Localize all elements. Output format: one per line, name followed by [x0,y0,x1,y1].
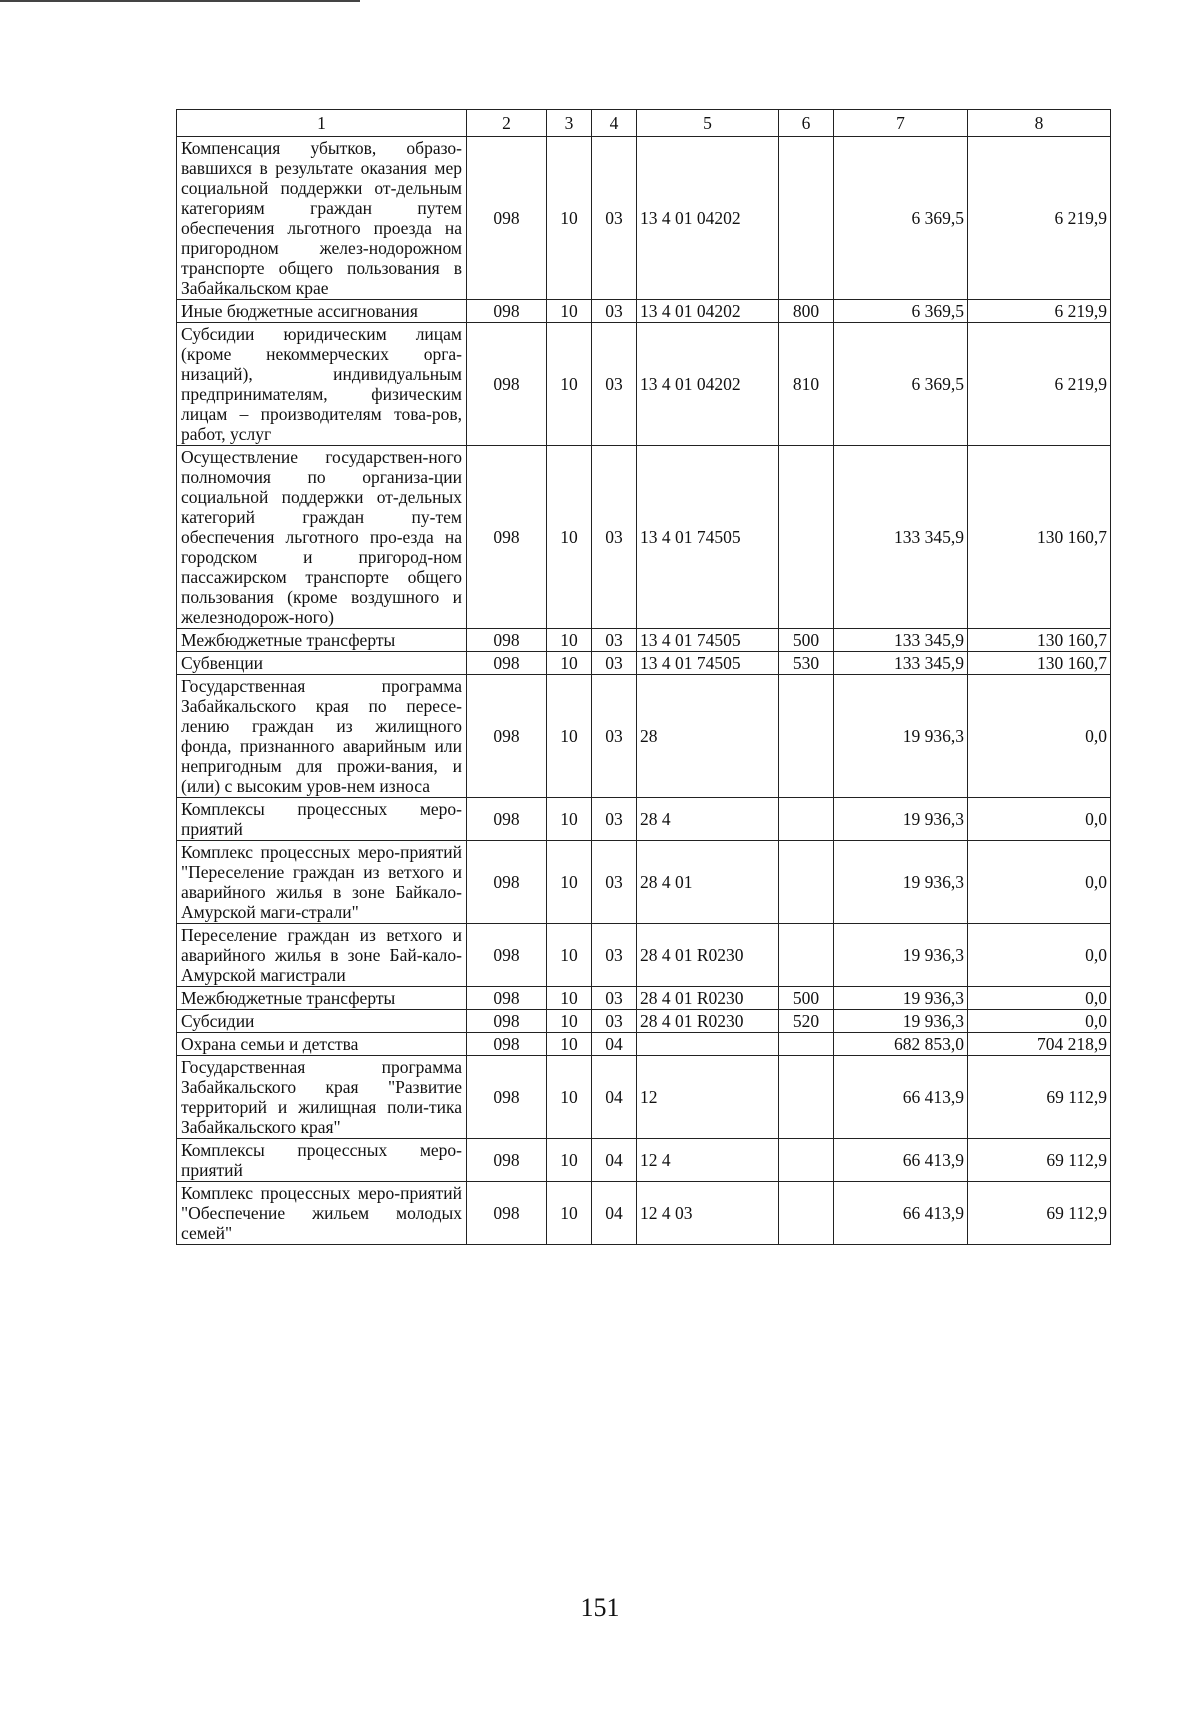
cell-amount-year2: 0,0 [968,841,1111,924]
cell-target-article: 28 4 01 R0230 [637,987,779,1010]
top-scan-rule [0,0,360,2]
cell-subsection: 03 [592,652,637,675]
header-cell: 7 [834,110,968,137]
page-number: 151 [580,1593,620,1622]
cell-expense-type [779,1182,834,1245]
cell-name: Осуществление государствен-ного полномочия по организа-ции социальной поддержки от-дельных категорий граждан пу-тем обеспечения льготного про-езда на городском и пригород-ном пассажирском транспорте общего пользования (кроме воздушного и железнодорож-ного) [177,446,467,629]
cell-amount-year2: 0,0 [968,798,1111,841]
header-cell: 3 [547,110,592,137]
cell-amount-year2: 0,0 [968,987,1111,1010]
cell-expense-type [779,1033,834,1056]
table-row [177,137,1111,300]
header-row [177,110,1111,137]
table-row [177,1010,1111,1033]
cell-amount-year2: 6 219,9 [968,300,1111,323]
cell-name: Иные бюджетные ассигнования [177,300,467,323]
cell-admin-code: 098 [467,841,547,924]
table-row [177,987,1111,1010]
header-cell: 6 [779,110,834,137]
cell-amount-year1: 19 936,3 [834,798,968,841]
cell-amount-year1: 6 369,5 [834,323,968,446]
cell-amount-year2: 69 112,9 [968,1139,1111,1182]
cell-subsection: 03 [592,1010,637,1033]
cell-admin-code: 098 [467,1033,547,1056]
cell-amount-year1: 19 936,3 [834,841,968,924]
cell-subsection: 03 [592,323,637,446]
cell-section: 10 [547,137,592,300]
cell-subsection: 03 [592,446,637,629]
cell-target-article: 13 4 01 74505 [637,629,779,652]
cell-admin-code: 098 [467,1182,547,1245]
cell-amount-year2: 69 112,9 [968,1056,1111,1139]
cell-expense-type: 810 [779,323,834,446]
cell-name: Комплекс процессных меро-приятий "Обеспечение жильем молодых семей" [177,1182,467,1245]
table-row [177,1033,1111,1056]
cell-section: 10 [547,1056,592,1139]
cell-section: 10 [547,675,592,798]
cell-admin-code: 098 [467,1010,547,1033]
cell-name: Межбюджетные трансферты [177,629,467,652]
cell-amount-year1: 19 936,3 [834,987,968,1010]
header-cell: 1 [177,110,467,137]
table-row [177,798,1111,841]
cell-target-article: 28 [637,675,779,798]
cell-section: 10 [547,1182,592,1245]
table-row [177,652,1111,675]
cell-section: 10 [547,798,592,841]
cell-name: Переселение граждан из ветхого и аварийного жилья в зоне Бай-кало-Амурской магистрали [177,924,467,987]
cell-amount-year1: 133 345,9 [834,629,968,652]
cell-expense-type [779,1139,834,1182]
cell-target-article: 13 4 01 04202 [637,137,779,300]
cell-target-article: 28 4 01 R0230 [637,1010,779,1033]
cell-amount-year2: 6 219,9 [968,323,1111,446]
table-row [177,924,1111,987]
cell-section: 10 [547,446,592,629]
cell-name: Субсидии юридическим лицам (кроме некоммерческих орга-низаций), индивидуальным предпринимателям, физическим лицам – производителям това-ров, работ, услуг [177,323,467,446]
table-row [177,300,1111,323]
cell-section: 10 [547,652,592,675]
cell-admin-code: 098 [467,446,547,629]
cell-name: Межбюджетные трансферты [177,987,467,1010]
cell-amount-year1: 66 413,9 [834,1056,968,1139]
cell-expense-type [779,924,834,987]
cell-target-article: 13 4 01 74505 [637,652,779,675]
cell-amount-year2: 0,0 [968,675,1111,798]
cell-amount-year2: 6 219,9 [968,137,1111,300]
table-row [177,1139,1111,1182]
cell-section: 10 [547,1033,592,1056]
cell-admin-code: 098 [467,629,547,652]
table-row [177,1056,1111,1139]
cell-expense-type: 520 [779,1010,834,1033]
cell-target-article: 13 4 01 04202 [637,323,779,446]
table-header [177,110,1111,137]
cell-amount-year1: 19 936,3 [834,675,968,798]
cell-name: Субсидии [177,1010,467,1033]
table-row [177,446,1111,629]
cell-subsection: 03 [592,137,637,300]
cell-amount-year1: 66 413,9 [834,1139,968,1182]
cell-name: Субвенции [177,652,467,675]
cell-expense-type: 500 [779,629,834,652]
cell-subsection: 04 [592,1033,637,1056]
cell-amount-year2: 0,0 [968,924,1111,987]
cell-subsection: 03 [592,798,637,841]
cell-section: 10 [547,323,592,446]
cell-name: Охрана семьи и детства [177,1033,467,1056]
cell-name: Компенсация убытков, образо-вавшихся в результате оказания мер социальной поддержки от-дельным категориям граждан путем обеспечения льготного проезда на пригородном желез-нодорожном транспорте общего пользования в Забайкальском крае [177,137,467,300]
cell-amount-year1: 66 413,9 [834,1182,968,1245]
table-row [177,1182,1111,1245]
cell-subsection: 03 [592,300,637,323]
cell-subsection: 03 [592,675,637,798]
cell-admin-code: 098 [467,300,547,323]
cell-admin-code: 098 [467,137,547,300]
cell-section: 10 [547,629,592,652]
cell-expense-type [779,798,834,841]
cell-target-article: 12 4 [637,1139,779,1182]
cell-amount-year1: 133 345,9 [834,652,968,675]
header-cell: 2 [467,110,547,137]
cell-subsection: 03 [592,924,637,987]
cell-admin-code: 098 [467,798,547,841]
cell-amount-year2: 130 160,7 [968,629,1111,652]
cell-admin-code: 098 [467,1056,547,1139]
cell-section: 10 [547,987,592,1010]
cell-expense-type: 800 [779,300,834,323]
cell-amount-year1: 133 345,9 [834,446,968,629]
cell-expense-type [779,675,834,798]
cell-target-article [637,1033,779,1056]
cell-admin-code: 098 [467,1139,547,1182]
cell-section: 10 [547,300,592,323]
cell-amount-year2: 69 112,9 [968,1182,1111,1245]
cell-amount-year2: 130 160,7 [968,446,1111,629]
cell-name: Государственная программа Забайкальского края "Развитие территорий и жилищная поли-тика Забайкальского края" [177,1056,467,1139]
cell-admin-code: 098 [467,675,547,798]
cell-admin-code: 098 [467,652,547,675]
cell-amount-year1: 682 853,0 [834,1033,968,1056]
cell-target-article: 13 4 01 74505 [637,446,779,629]
cell-subsection: 04 [592,1139,637,1182]
cell-name: Комплексы процессных меро-приятий [177,1139,467,1182]
table-row [177,841,1111,924]
cell-name: Комплекс процессных меро-приятий "Переселение граждан из ветхого и аварийного жилья в зоне Байкало-Амурской маги-страли" [177,841,467,924]
cell-expense-type [779,137,834,300]
cell-subsection: 03 [592,841,637,924]
cell-name: Государственная программа Забайкальского края по пересе-лению граждан из жилищного фонда, признанного аварийным или непригодным для прожи-вания, и (или) с высоким уров-нем износа [177,675,467,798]
cell-amount-year1: 6 369,5 [834,137,968,300]
cell-expense-type [779,1056,834,1139]
header-cell: 5 [637,110,779,137]
cell-section: 10 [547,924,592,987]
cell-name: Комплексы процессных меро-приятий [177,798,467,841]
cell-target-article: 13 4 01 04202 [637,300,779,323]
cell-admin-code: 098 [467,323,547,446]
cell-target-article: 28 4 01 [637,841,779,924]
header-cell: 4 [592,110,637,137]
cell-section: 10 [547,1139,592,1182]
cell-subsection: 04 [592,1182,637,1245]
cell-target-article: 12 4 03 [637,1182,779,1245]
table-row [177,323,1111,446]
cell-amount-year2: 0,0 [968,1010,1111,1033]
cell-subsection: 03 [592,987,637,1010]
cell-amount-year1: 6 369,5 [834,300,968,323]
cell-section: 10 [547,841,592,924]
table-row [177,675,1111,798]
table-body [177,137,1111,1245]
cell-target-article: 12 [637,1056,779,1139]
cell-expense-type: 530 [779,652,834,675]
header-cell: 8 [968,110,1111,137]
cell-subsection: 03 [592,629,637,652]
cell-subsection: 04 [592,1056,637,1139]
cell-admin-code: 098 [467,987,547,1010]
cell-expense-type [779,446,834,629]
cell-target-article: 28 4 [637,798,779,841]
cell-expense-type [779,841,834,924]
cell-section: 10 [547,1010,592,1033]
cell-target-article: 28 4 01 R0230 [637,924,779,987]
cell-amount-year1: 19 936,3 [834,1010,968,1033]
cell-expense-type: 500 [779,987,834,1010]
cell-amount-year1: 19 936,3 [834,924,968,987]
table-row [177,629,1111,652]
cell-amount-year2: 704 218,9 [968,1033,1111,1056]
cell-admin-code: 098 [467,924,547,987]
budget-table [176,109,1111,1245]
cell-amount-year2: 130 160,7 [968,652,1111,675]
